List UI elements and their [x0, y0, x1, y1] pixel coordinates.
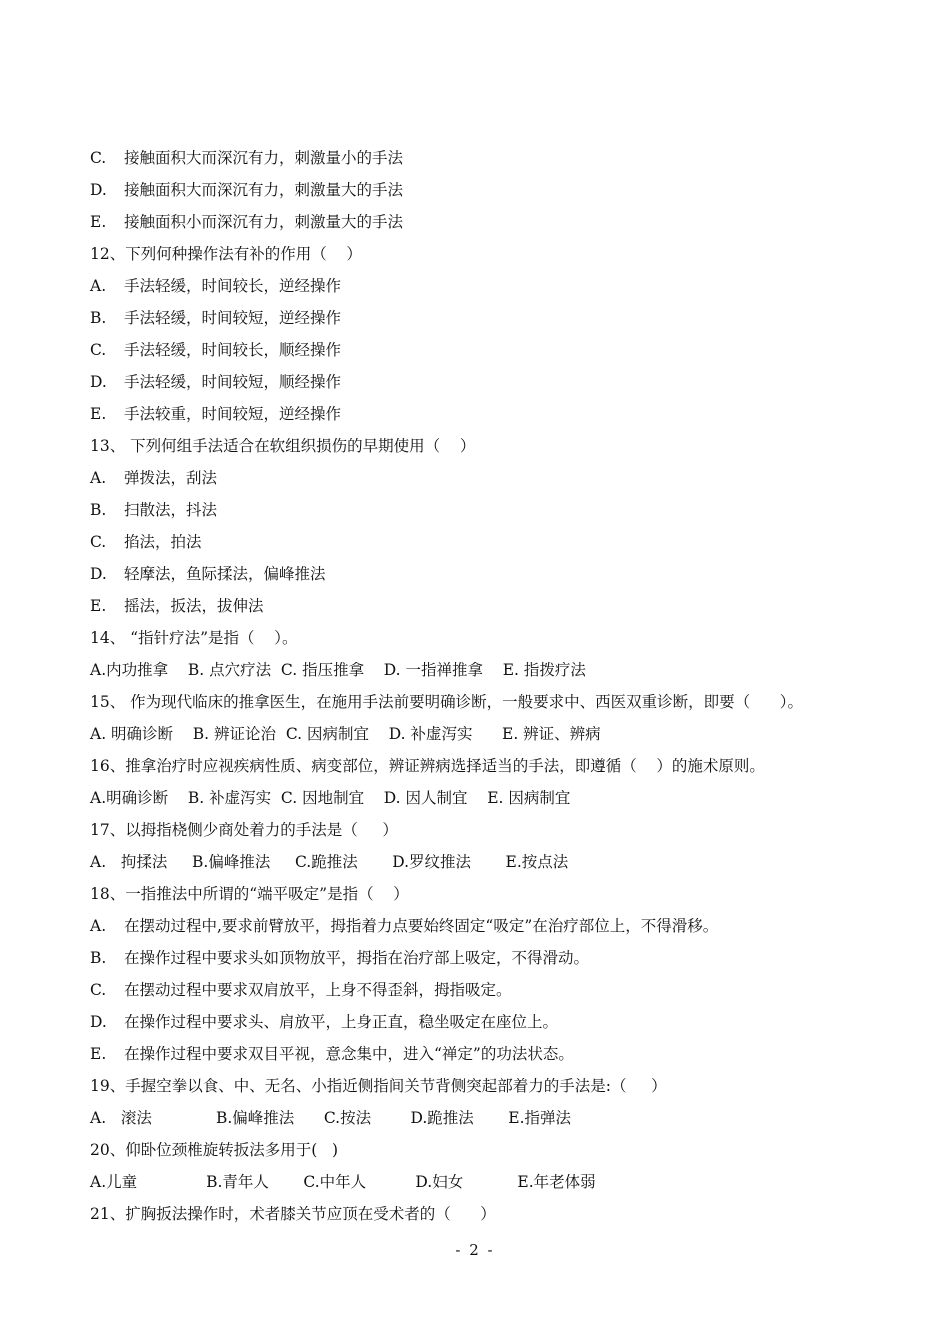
question-12: 12、下列何种操作法有补的作用（ ）	[90, 245, 362, 263]
option-line: E. 接触面积小而深沉有力，刺激量大的手法	[90, 213, 404, 231]
question-19: 19、手握空拳以食、中、无名、小指近侧指间关节背侧突起部着力的手法是:（ ）	[90, 1077, 667, 1095]
option-line: A. 在摆动过程中,要求前臂放平，拇指着力点要始终固定“吸定”在治疗部位上，不得滑移。	[90, 917, 719, 935]
options-row: A.儿童 B.青年人 C.中年人 D.妇女 E.年老体弱	[90, 1173, 596, 1191]
option-line: A. 手法轻缓，时间较长，逆经操作	[90, 277, 342, 295]
option-line: D. 接触面积大而深沉有力，刺激量大的手法	[90, 181, 404, 199]
option-line: D. 在操作过程中要求头、肩放平，上身正直，稳坐吸定在座位上。	[90, 1013, 559, 1031]
question-13: 13、 下列何组手法适合在软组织损伤的早期使用（ ）	[90, 437, 476, 455]
option-line: B. 手法轻缓，时间较短，逆经操作	[90, 309, 342, 327]
options-row: A. 滚法 B.偏峰推法 C.按法 D.跪推法 E.指弹法	[90, 1109, 572, 1127]
option-line: B. 在操作过程中要求头如顶物放平，拇指在治疗部上吸定，不得滑动。	[90, 949, 590, 967]
question-18: 18、一指推法中所谓的“端平吸定”是指（ ）	[90, 885, 409, 903]
option-line: D. 轻摩法，鱼际揉法，偏峰推法	[90, 565, 326, 583]
question-20: 20、仰卧位颈椎旋转扳法多用于( )	[90, 1141, 339, 1159]
option-line: E. 在操作过程中要求双目平视，意念集中，进入“禅定”的功法状态。	[90, 1045, 574, 1063]
option-line: C. 在摆动过程中要求双肩放平，上身不得歪斜，拇指吸定。	[90, 981, 512, 999]
option-line: E. 手法较重，时间较短，逆经操作	[90, 405, 342, 423]
question-21: 21、扩胸扳法操作时，术者膝关节应顶在受术者的（ ）	[90, 1205, 496, 1223]
options-row: A. 明确诊断 B. 辨证论治 C. 因病制宜 D. 补虚泻实 E. 辨证、辨病	[90, 725, 601, 743]
question-15: 15、 作为现代临床的推拿医生，在施用手法前要明确诊断，一般要求中、西医双重诊断，即要（ ）。	[90, 693, 803, 711]
option-line: C. 接触面积大而深沉有力，刺激量小的手法	[90, 149, 404, 167]
question-16: 16、推拿治疗时应视疾病性质、病变部位，辨证辨病选择适当的手法，即遵循（ ）的施术原则。	[90, 757, 765, 775]
option-line: B. 扫散法，抖法	[90, 501, 218, 519]
page-number: - 2 -	[455, 1241, 495, 1259]
option-line: C. 手法轻缓，时间较长，顺经操作	[90, 341, 342, 359]
question-17: 17、以拇指桡侧少商处着力的手法是（ ）	[90, 821, 398, 839]
option-line: D. 手法轻缓，时间较短，顺经操作	[90, 373, 342, 391]
option-line: E. 摇法，扳法，拔伸法	[90, 597, 264, 615]
option-line: A. 弹拨法，刮法	[90, 469, 218, 487]
option-line: C. 掐法，拍法	[90, 533, 202, 551]
options-row: A.明确诊断 B. 补虚泻实 C. 因地制宜 D. 因人制宜 E. 因病制宜	[90, 789, 571, 807]
options-row: A. 拘揉法 B.偏峰推法 C.跪推法 D.罗纹推法 E.按点法	[90, 853, 569, 871]
options-row: A.内功推拿 B. 点穴疗法 C. 指压推拿 D. 一指禅推拿 E. 指拨疗法	[90, 661, 586, 679]
question-14: 14、 “指针疗法”是指（ ）。	[90, 629, 298, 647]
